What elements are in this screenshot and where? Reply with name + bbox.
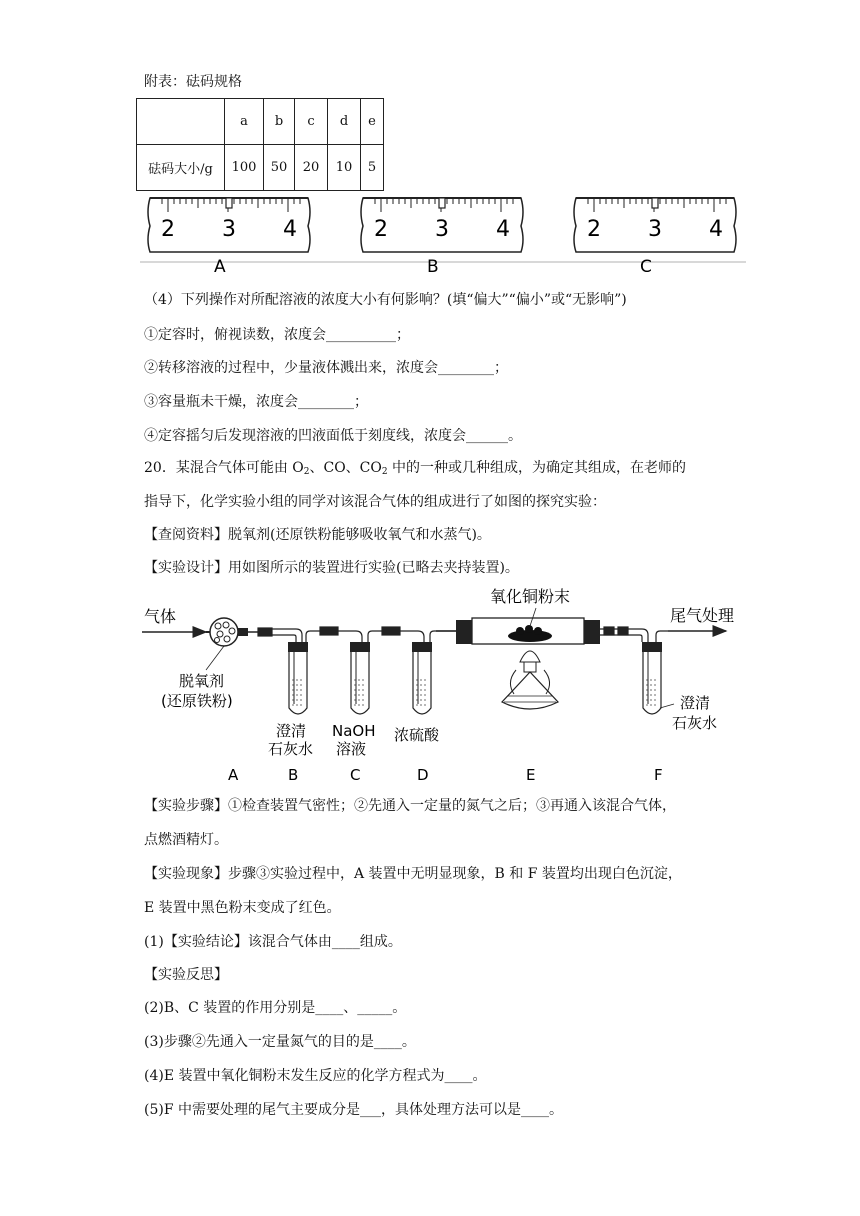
ruler-tick-label: 2 (587, 217, 601, 242)
ruler-c (574, 198, 736, 277)
q4-item-1: ①定容时，俯视读数，浓度会__________； (144, 327, 410, 343)
c-label-1: NaOH (332, 722, 376, 740)
ruler-tick-label: 2 (161, 217, 175, 242)
outlet-tubes (600, 627, 668, 642)
cuo-label: 氧化铜粉末 (490, 587, 571, 606)
rulers-figure (140, 190, 750, 278)
ruler-b (361, 198, 523, 277)
q20-text-b: 、CO、CO (309, 460, 382, 476)
apparatus-letter: A (228, 766, 239, 784)
deoxidizer-sublabel: (还原铁粉) (161, 692, 233, 710)
deoxidizer-label: 脱氧剂 (179, 672, 225, 690)
table-row-label: 砝码大小/g (137, 145, 225, 191)
ruler-a (148, 198, 310, 277)
q20-line-3: 【查阅资料】脱氧剂(还原铁粉能够吸收氧气和水蒸气)。 (144, 527, 491, 543)
question-5: (5)F 中需要处理的尾气主要成分是___，具体处理方法可以是____。 (144, 1102, 563, 1118)
ruler-tick-label: 4 (283, 217, 297, 242)
c-label-2: 溶液 (336, 740, 367, 758)
table-corner-cell (137, 99, 225, 145)
table-header-a: a (225, 99, 264, 145)
question-1: (1)【实验结论】该混合气体由____组成。 (144, 934, 402, 950)
table-cell: 5 (361, 145, 384, 191)
ruler-tick-label: 4 (496, 217, 510, 242)
apparatus-letter: F (654, 766, 663, 784)
f-label-2: 石灰水 (672, 714, 718, 732)
table-cell: 20 (295, 145, 328, 191)
table-header-b: b (264, 99, 295, 145)
apparatus-letter: D (417, 766, 429, 784)
weights-table (136, 98, 384, 191)
appendix-title: 附表：砝码规格 (144, 74, 242, 90)
ruler-letter: C (640, 257, 652, 277)
ruler-tick-label: 4 (709, 217, 723, 242)
ruler-tick-label: 3 (435, 217, 449, 242)
q20-line-1 (144, 458, 686, 478)
apparatus-letter: C (350, 766, 361, 784)
question-4: (4)E 装置中氧化铜粉末发生反应的化学方程式为____。 (144, 1068, 487, 1084)
d-label: 浓硫酸 (394, 726, 440, 744)
table-cell: 50 (264, 145, 295, 191)
ruler-letter: B (427, 257, 439, 277)
test-tube-f (642, 642, 662, 714)
table-cell: 10 (328, 145, 361, 191)
table-header-e: e (361, 99, 384, 145)
subscript: 2 (381, 467, 388, 477)
q4-item-4: ④定容摇匀后发现溶液的凹液面低于刻度线，浓度会______。 (144, 428, 522, 444)
test-tube-c (350, 642, 370, 714)
ruler-tick-label: 2 (374, 217, 388, 242)
q20-text-a: 20．某混合气体可能由 O (144, 460, 304, 476)
b-label-2: 石灰水 (268, 740, 314, 758)
question-3: (3)步骤②先通入一定量氮气的目的是____。 (144, 1034, 416, 1050)
apparatus-letter: E (526, 766, 536, 784)
phenomena-line-1: 【实验现象】步骤③实验过程中，A 装置中无明显现象，B 和 F 装置均出现白色沉淀， (144, 866, 682, 882)
table-row (137, 145, 384, 191)
ruler-tick-label: 3 (648, 217, 662, 242)
ruler-letter: A (214, 257, 226, 277)
gas-in-label: 气体 (144, 607, 177, 626)
table-header-row (137, 99, 384, 145)
q20-text-c: 中的一种或几种组成，为确定其组成，在老师的 (387, 460, 687, 476)
q4-item-2: ②转移溶液的过程中，少量液体溅出来，浓度会________； (144, 360, 508, 376)
q4-item-3: ③容量瓶未干燥，浓度会________； (144, 394, 368, 410)
test-tube-b (288, 642, 308, 714)
ruler-tick-label: 3 (222, 217, 236, 242)
f-label-1: 澄清 (680, 694, 711, 712)
table-header-d: d (328, 99, 361, 145)
subscript: 2 (303, 467, 310, 477)
phenomena-line-2: E 装置中黑色粉末变成了红色。 (144, 900, 341, 916)
q4-stem: （4）下列操作对所配溶液的浓度大小有何影响？(填“偏大”“偏小”或“无影响”) (144, 292, 627, 308)
test-tube-d (412, 642, 432, 714)
tail-gas-label: 尾气处理 (670, 606, 735, 625)
question-2: (2)B、C 装置的作用分别是____、_____。 (144, 1000, 407, 1016)
combustion-tube-E (436, 608, 600, 709)
q20-line-4: 【实验设计】用如图所示的装置进行实验(已略去夹持装置)。 (144, 560, 519, 576)
steps-line-2: 点燃酒精灯。 (144, 832, 228, 848)
q20-line-2: 指导下，化学实验小组的同学对该混合气体的组成进行了如图的探究实验： (144, 494, 606, 510)
f-label-pointer (660, 704, 674, 708)
deoxidizer-tube-A (206, 618, 262, 670)
steps-line-1: 【实验步骤】①检查装置气密性；②先通入一定量的氮气之后；③再通入该混合气体， (144, 798, 676, 814)
b-label-1: 澄清 (276, 722, 307, 740)
table-header-c: c (295, 99, 328, 145)
apparatus-letter: B (288, 766, 299, 784)
apparatus-diagram (136, 584, 736, 784)
reflection-heading: 【实验反思】 (144, 967, 228, 983)
table-cell: 100 (225, 145, 264, 191)
connecting-tubes (258, 627, 460, 642)
